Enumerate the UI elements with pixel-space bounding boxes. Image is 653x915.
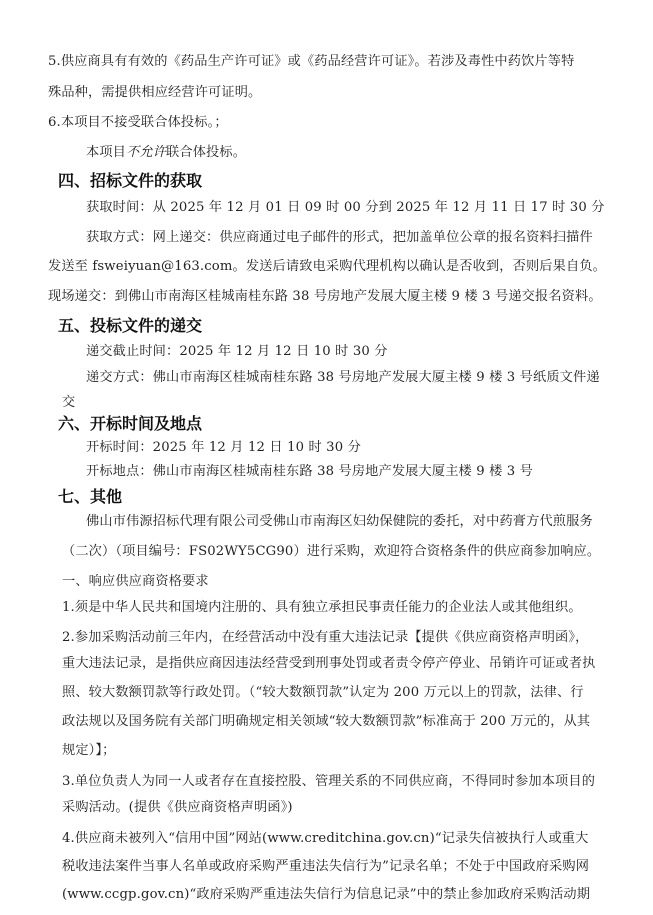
consortium-note-prefix: 本项目 <box>86 145 127 160</box>
requirement-1: 1.须是中华人民共和国境内注册的、具有独立承担民事责任能力的企业法人或其他组织。 <box>62 600 582 615</box>
qualification-item-6: 6.本项目不接受联合体投标。； <box>48 115 228 130</box>
other-intro-line2: （二次）（项目编号：FS02WY5CG90）进行采购，欢迎符合资格条件的供应商参加响应。 <box>62 544 601 559</box>
requirement-4-line1: 4.供应商未被列入“信用中国”网站(www.creditchina.gov.cn)“记录失信被执行人或重大 <box>62 831 589 846</box>
consortium-note-suffix: 联合体投标。 <box>166 145 247 160</box>
requirement-3-line1: 3.单位负责人为同一人或者存在直接控股、管理关系的不同供应商，不得同时参加本项目的 <box>62 774 596 789</box>
requirement-2-line3: 照、较大数额罚款等行政处罚。（“较大数额罚款”认定为 200 万元以上的罚款，法律、行 <box>62 685 584 700</box>
requirement-4-line3: (www.ccgp.gov.cn)“政府采购严重违法失信行为信息记录”中的禁止参加政府采购活动期 <box>62 887 591 902</box>
consortium-note-emphasis: 不允许 <box>126 145 167 160</box>
submission-method-line1: 递交方式：佛山市南海区桂城南桂东路 38 号房地产发展大厦主楼 9 楼 3 号纸质文件递 <box>86 370 600 385</box>
requirement-2-line4: 政法规以及国务院有关部门明确规定相关领域“较大数额罚款”标准高于 200 万元的，从其 <box>62 714 591 729</box>
requirement-2-line2: 重大违法记录，是指供应商因违法经营受到刑事处罚或者责令停产停业、吊销许可证或者执 <box>62 656 596 671</box>
requirement-2-line5: 规定）】； <box>62 743 116 758</box>
other-intro-line1: 佛山市伟源招标代理有限公司受佛山市南海区妇幼保健院的委托，对中药膏方代煎服务 <box>86 514 593 529</box>
requirement-4-line2: 税收违法案件当事人名单或政府采购严重违法失信行为”记录名单；不处于中国政府采购网 <box>62 859 590 874</box>
submission-deadline: 递交截止时间：2025 年 12 月 12 日 10 时 30 分 <box>86 344 388 359</box>
consortium-note <box>86 143 246 163</box>
requirement-3-line2: 采购活动。(提供《供应商资格声明函》) <box>62 800 293 815</box>
obtain-method-onsite: 现场递交：到佛山市南海区桂城南桂东路 38 号房地产发展大厦主楼 9 楼 3 号递交报名资料。 <box>48 289 602 304</box>
obtain-time: 获取时间：从 2025 年 12 月 01 日 09 时 00 分到 2025 年 12 月 11 日 17 时 30 分 <box>86 200 605 215</box>
submission-method-line2: 交 <box>62 395 76 410</box>
section-7-heading: 七、其他 <box>58 487 123 506</box>
opening-time: 开标时间：2025 年 12 月 12 日 10 时 30 分 <box>86 440 361 455</box>
obtain-method-line1: 获取方式：网上递交：供应商通过电子邮件的形式，把加盖单位公章的报名资料扫描件 <box>86 230 593 245</box>
section-5-heading: 五、投标文件的递交 <box>58 316 203 335</box>
opening-place: 开标地点：佛山市南海区桂城南桂东路 38 号房地产发展大厦主楼 9 楼 3 号 <box>86 464 533 479</box>
section-4-heading: 四、招标文件的获取 <box>58 171 203 190</box>
qualification-subheading: 一、响应供应商资格要求 <box>62 574 209 589</box>
requirement-2-line1: 2.参加采购活动前三年内，在经营活动中没有重大违法记录【提供《供应商资格声明函》， <box>62 630 589 645</box>
qualification-item-5-line2: 殊品种，需提供相应经营许可证明。 <box>48 85 262 100</box>
section-6-heading: 六、开标时间及地点 <box>58 414 203 433</box>
obtain-method-line2: 发送至 fsweiyuan@163.com。发送后请致电采购代理机构以确认是否收到，否则后果自负。 <box>48 259 606 274</box>
qualification-item-5-line1: 5.供应商具有有效的《药品生产许可证》或《药品经营许可证》。若涉及毒性中药饮片等特 <box>48 54 575 69</box>
